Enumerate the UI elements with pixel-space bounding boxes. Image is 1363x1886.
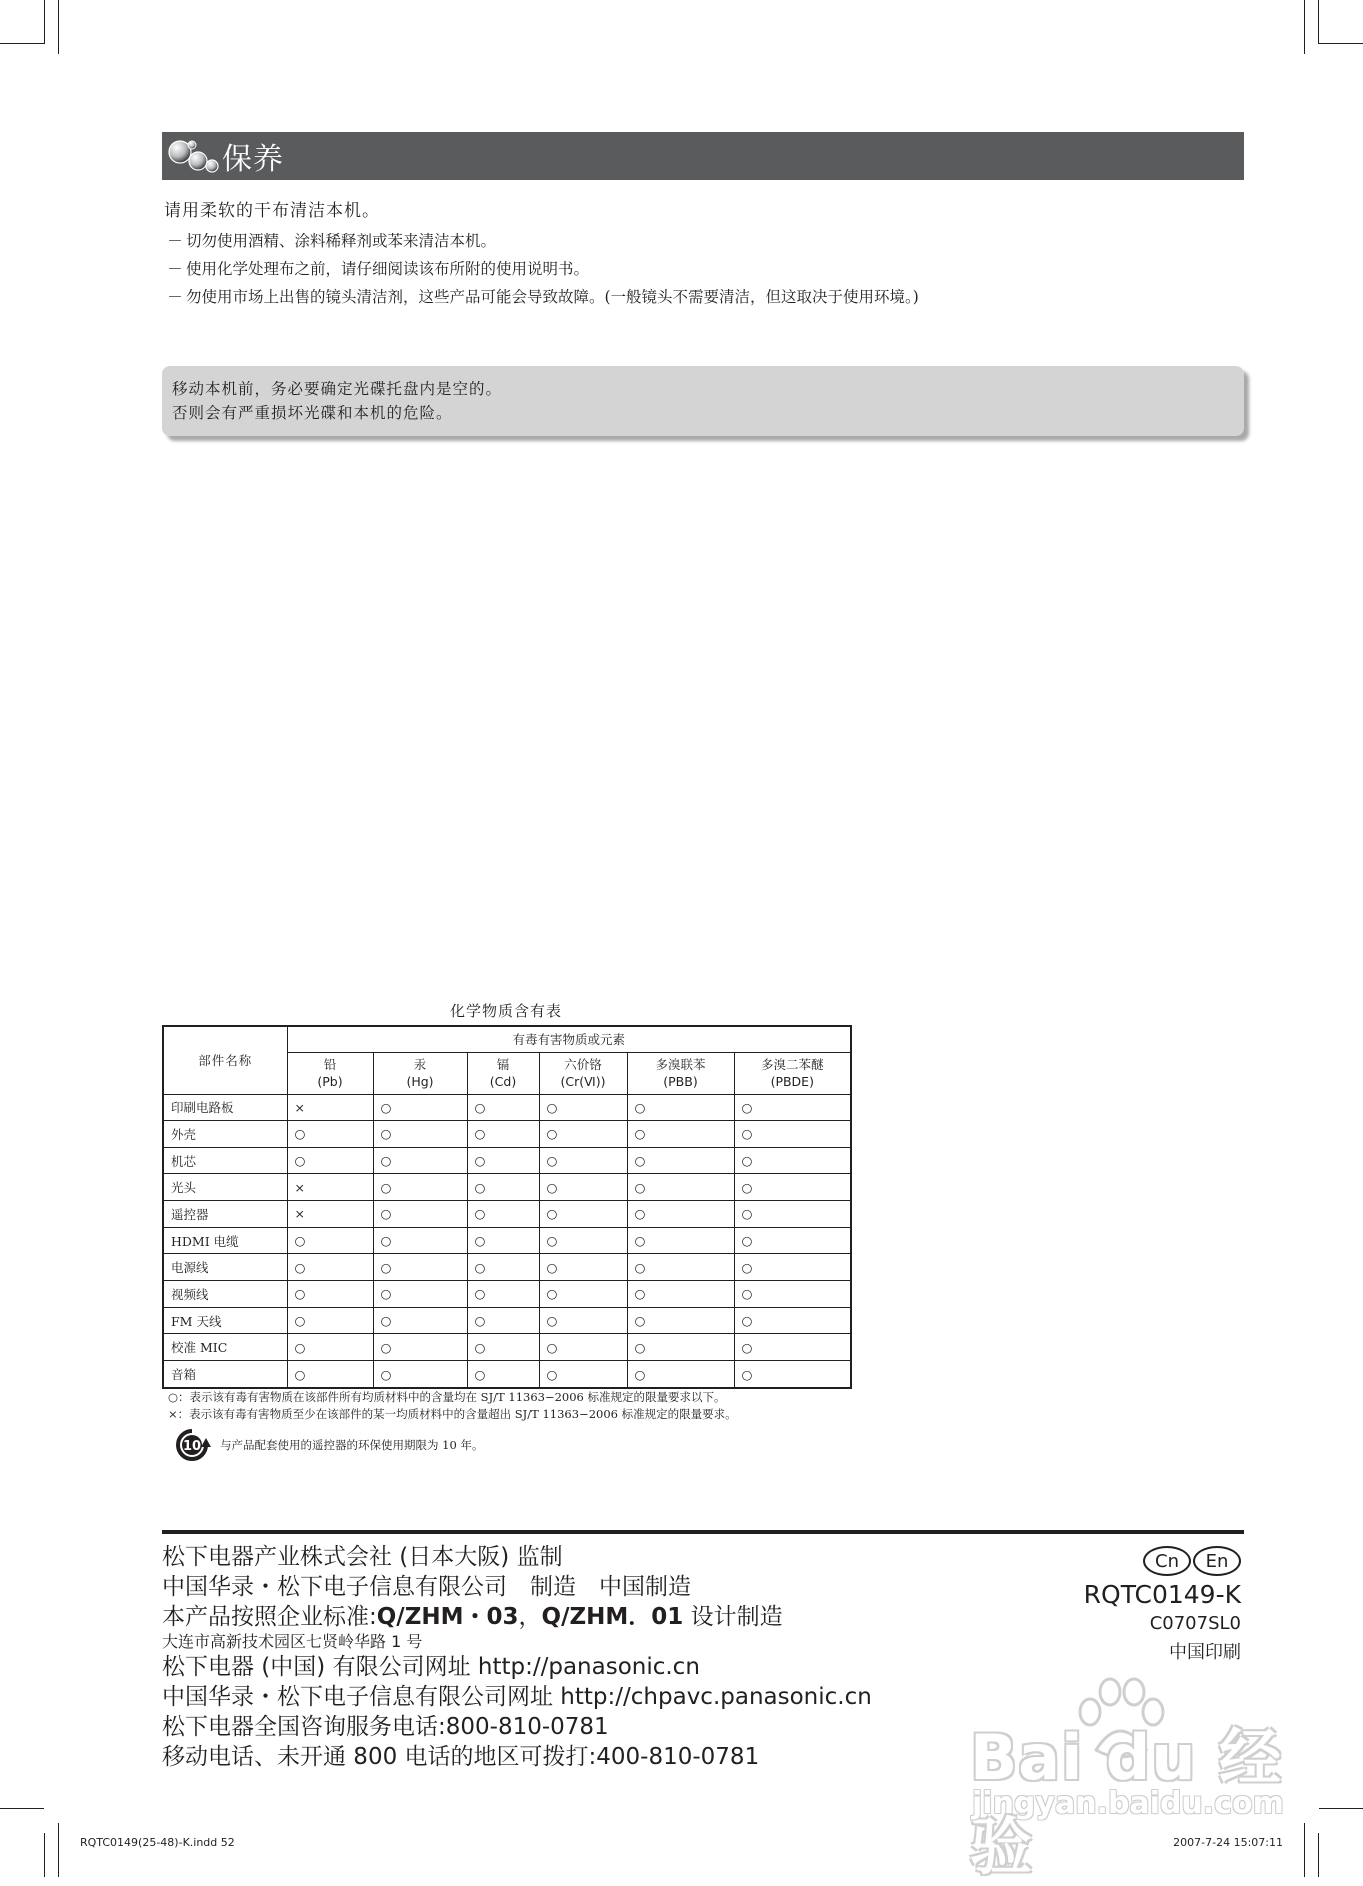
part-name-cell: 光头 (163, 1174, 287, 1201)
list-item-text: 勿使用市场上出售的镜头清洁剂，这些产品可能会导致故障。(一般镜头不需要清洁，但这取决于使用环境。) (186, 288, 919, 306)
mark-cell: ○ (373, 1334, 467, 1361)
crop-mark (58, 0, 59, 54)
table-row (163, 1094, 851, 1121)
crop-mark (0, 43, 44, 44)
part-name-cell: 机芯 (163, 1147, 287, 1174)
mark-cell: ○ (539, 1147, 627, 1174)
list-item (164, 227, 1264, 255)
mark-cell: ○ (373, 1227, 467, 1254)
mark-cell: ○ (627, 1174, 734, 1201)
part-name-cell: FM 天线 (163, 1307, 287, 1334)
mark-cell: ○ (627, 1334, 734, 1361)
substance-symbol: (Hg) (406, 1074, 434, 1089)
substance-symbol: (Pb) (317, 1074, 343, 1089)
crop-mark (1304, 0, 1305, 54)
mark-cell: ○ (373, 1147, 467, 1174)
mark-cell: ○ (287, 1147, 373, 1174)
substance-header (467, 1052, 539, 1094)
eco-note: 与产品配套使用的遥控器的环保使用期限为 10 年。 (220, 1438, 484, 1452)
mark-cell: ○ (627, 1094, 734, 1121)
table-row (163, 1121, 851, 1148)
mark-cell: ○ (539, 1281, 627, 1308)
mark-cell: ○ (734, 1201, 851, 1228)
crop-mark (0, 1808, 44, 1809)
mark-cell: ○ (539, 1094, 627, 1121)
crop-mark (1304, 1823, 1305, 1877)
footer-info (162, 1542, 872, 1772)
mark-cell: ○ (467, 1227, 539, 1254)
document-code: RQTC0149-K (1083, 1580, 1241, 1609)
footer-address: 大连市高新技术园区七贤岭华路 1 号 (162, 1632, 423, 1651)
mark-cell: ○ (287, 1307, 373, 1334)
mark-cell: ○ (539, 1334, 627, 1361)
eco-period (172, 1428, 483, 1462)
mark-cell: ○ (287, 1361, 373, 1388)
mark-cell: ○ (467, 1254, 539, 1281)
language-badges (1084, 1546, 1241, 1576)
mark-cell: × (287, 1201, 373, 1228)
crop-mark (1318, 1833, 1319, 1877)
mark-cell: ○ (287, 1254, 373, 1281)
part-name-cell: 遥控器 (163, 1201, 287, 1228)
part-name-cell: 视频线 (163, 1281, 287, 1308)
note-cross: ×：表示该有毒有害物质至少在该部件的某一均质材料中的含量超出 SJ/T 11363−2006 标准规定的限量要求。 (168, 1407, 737, 1421)
note-circle: ○：表示该有毒有害物质在该部件所有均质材料中的含量均在 SJ/T 11363−2006 标准规定的限量要求以下。 (168, 1390, 726, 1404)
mark-cell: ○ (627, 1361, 734, 1388)
eco-period-10-icon (172, 1428, 212, 1462)
substance-name: 汞 (413, 1057, 427, 1072)
chemical-table (162, 1025, 852, 1389)
mark-cell: ○ (539, 1254, 627, 1281)
list-item-text: 使用化学处理布之前，请仔细阅读该布所附的使用说明书。 (186, 260, 590, 278)
list-item (164, 283, 1264, 311)
table-row (163, 1227, 851, 1254)
mark-cell: ○ (539, 1227, 627, 1254)
bullet-dash: － (167, 232, 183, 250)
mark-cell: ○ (467, 1281, 539, 1308)
watermark-brand: Bai du 经验 (970, 1721, 1283, 1883)
mark-cell: ○ (373, 1361, 467, 1388)
mark-cell: ○ (627, 1147, 734, 1174)
mark-cell: ○ (373, 1174, 467, 1201)
mark-cell: ○ (734, 1334, 851, 1361)
print-slug-file: RQTC0149(25-48)-K.indd 52 (80, 1836, 235, 1849)
substance-name: 六价铬 (564, 1057, 602, 1072)
substance-symbol: (PBB) (663, 1074, 698, 1089)
crop-mark (44, 0, 45, 44)
footer-standard (162, 1602, 872, 1632)
mark-cell: ○ (287, 1227, 373, 1254)
mark-cell: ○ (467, 1121, 539, 1148)
mark-cell: ○ (373, 1121, 467, 1148)
part-name-cell: 外壳 (163, 1121, 287, 1148)
care-list (164, 227, 1264, 311)
footer-line: 松下电器 (中国) 有限公司网址 http://panasonic.cn (162, 1654, 700, 1680)
bubbles-icon (166, 136, 220, 176)
mark-cell: × (287, 1174, 373, 1201)
mark-cell: ○ (467, 1361, 539, 1388)
part-name-cell: 印刷电路板 (163, 1094, 287, 1121)
mark-cell: ○ (734, 1227, 851, 1254)
standard-suffix: 设计制造 (683, 1604, 783, 1630)
mark-cell: ○ (627, 1201, 734, 1228)
table-title: 化学物质含有表 (449, 1002, 562, 1020)
part-name-cell: HDMI 电缆 (163, 1227, 287, 1254)
section-title: 保养 (222, 142, 284, 177)
mark-cell: ○ (287, 1281, 373, 1308)
mark-cell: ○ (539, 1361, 627, 1388)
substance-header (539, 1052, 627, 1094)
part-name-cell: 电源线 (163, 1254, 287, 1281)
mark-cell: ○ (539, 1307, 627, 1334)
substance-symbol: (Cr(Ⅵ)) (560, 1074, 606, 1089)
mark-cell: ○ (467, 1094, 539, 1121)
list-item-text: 切勿使用酒精、涂料稀释剂或苯来清洁本机。 (186, 232, 497, 250)
part-name-cell: 校准 MIC (163, 1334, 287, 1361)
part-name-cell: 音箱 (163, 1361, 287, 1388)
footer-line: 中国华录・松下电子信息有限公司 制造 中国制造 (162, 1574, 691, 1600)
caution-line: 否则会有严重损坏光碟和本机的危险。 (172, 404, 453, 422)
mark-cell: ○ (373, 1307, 467, 1334)
substance-symbol: (Cd) (489, 1074, 517, 1089)
crop-mark (1319, 1808, 1363, 1809)
mark-cell: ○ (539, 1201, 627, 1228)
standard-code: Q/ZHM・03 (376, 1604, 519, 1630)
mark-cell: ○ (734, 1094, 851, 1121)
mark-cell: ○ (373, 1201, 467, 1228)
mark-cell: ○ (373, 1281, 467, 1308)
mark-cell: ○ (467, 1334, 539, 1361)
substance-header (627, 1052, 734, 1094)
substance-group-header: 有毒有害物质或元素 (287, 1026, 851, 1052)
table-row (163, 1174, 851, 1201)
table-row (163, 1254, 851, 1281)
mark-cell: ○ (373, 1094, 467, 1121)
mark-cell: ○ (287, 1121, 373, 1148)
substance-header (734, 1052, 851, 1094)
section-header (162, 132, 1244, 180)
mark-cell: ○ (734, 1281, 851, 1308)
substance-name: 镉 (496, 1057, 510, 1072)
substance-name: 多溴联苯 (655, 1057, 706, 1072)
mark-cell: ○ (467, 1174, 539, 1201)
mark-cell: ○ (467, 1307, 539, 1334)
mark-cell: ○ (373, 1254, 467, 1281)
table-row (163, 1147, 851, 1174)
lang-badge-en: En (1193, 1546, 1241, 1576)
mark-cell: ○ (287, 1334, 373, 1361)
table-notes (168, 1389, 737, 1423)
table-row (163, 1361, 851, 1388)
mark-cell: ○ (467, 1201, 539, 1228)
footer-line: 中国华录・松下电子信息有限公司网址 http://chpavc.panasonic.cn (162, 1684, 872, 1710)
standard-code: Q/ZHM．01 (541, 1604, 684, 1630)
mark-cell: × (287, 1094, 373, 1121)
watermark-url: jingyan.baidu.com (972, 1786, 1284, 1821)
eco-badge-number: 10 (182, 1439, 202, 1454)
table-row (163, 1307, 851, 1334)
sub-code: C0707SL0 (1149, 1613, 1241, 1634)
lang-badge-cn: Cn (1143, 1546, 1191, 1576)
list-item (164, 255, 1264, 283)
mark-cell: ○ (734, 1361, 851, 1388)
table-row (163, 1281, 851, 1308)
substance-header (287, 1052, 373, 1094)
crop-mark (44, 1833, 45, 1877)
crop-mark (1318, 0, 1319, 44)
mark-cell: ○ (734, 1174, 851, 1201)
footer-line: 松下电器产业株式会社 (日本大阪) 监制 (162, 1544, 563, 1570)
care-lead: 请用柔软的干布清洁本机。 (164, 201, 380, 221)
substance-header (373, 1052, 467, 1094)
mark-cell: ○ (467, 1147, 539, 1174)
footer-line: 松下电器全国咨询服务电话:800-810-0781 (162, 1714, 609, 1740)
mark-cell: ○ (627, 1307, 734, 1334)
mark-cell: ○ (539, 1121, 627, 1148)
crop-mark (1319, 43, 1363, 44)
mark-cell: ○ (627, 1281, 734, 1308)
substance-symbol: (PBDE) (770, 1074, 814, 1089)
standard-sep: ， (518, 1604, 542, 1630)
mark-cell: ○ (539, 1174, 627, 1201)
mark-cell: ○ (734, 1307, 851, 1334)
mark-cell: ○ (734, 1254, 851, 1281)
mark-cell: ○ (627, 1254, 734, 1281)
printed-in: 中国印刷 (1169, 1642, 1241, 1663)
substance-name: 多溴二苯醚 (761, 1057, 824, 1072)
print-slug-date: 2007-7-24 15:07:11 (1173, 1836, 1283, 1849)
footer-codes (1084, 1546, 1241, 1664)
crop-mark (58, 1823, 59, 1877)
footer-line: 移动电话、未开通 800 电话的地区可拨打:400-810-0781 (162, 1744, 760, 1770)
footer-rule (162, 1530, 1244, 1534)
bullet-dash: － (167, 288, 183, 306)
mark-cell: ○ (734, 1121, 851, 1148)
standard-prefix: 本产品按照企业标准: (162, 1604, 377, 1630)
bullet-dash: － (167, 260, 183, 278)
substance-name: 铅 (323, 1057, 337, 1072)
mark-cell: ○ (627, 1121, 734, 1148)
mark-cell: ○ (627, 1227, 734, 1254)
table-row (163, 1201, 851, 1228)
table-row (163, 1334, 851, 1361)
mark-cell: ○ (734, 1147, 851, 1174)
part-name-header: 部件名称 (163, 1026, 287, 1094)
caution-line: 移动本机前，务必要确定光碟托盘内是空的。 (172, 380, 503, 398)
care-instructions (164, 196, 1264, 311)
caution-box (162, 366, 1244, 436)
